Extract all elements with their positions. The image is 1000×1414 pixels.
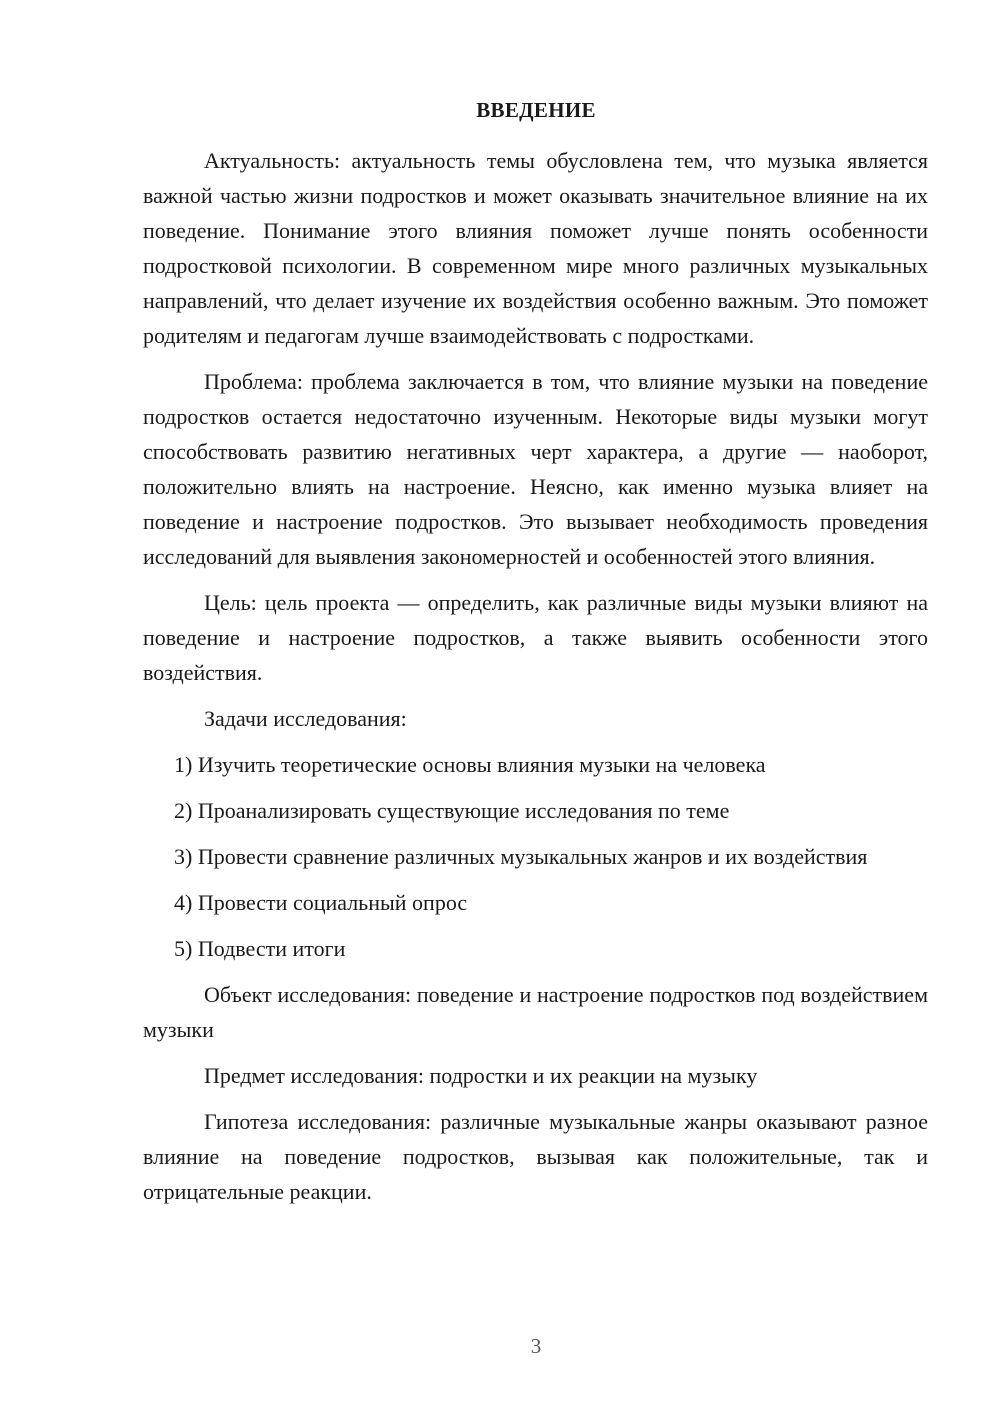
page-number: 3 (530, 1334, 542, 1358)
document-body (143, 143, 928, 1220)
paragraph-hypothesis: Гипотеза исследования: различные музыкальные жанры оказывают разное влияние на поведение подростков, вызывая как положительные, так и отрицательные реакции. (143, 1109, 928, 1204)
paragraph-goal: Цель: цель проекта — определить, как различные виды музыки влияют на поведение и настроение подростков, а также выявить особенности этого воздействия. (143, 590, 928, 685)
task-item-5: 5) Подвести итоги (174, 936, 346, 961)
paragraph-object: Объект исследования: поведение и настроение подростков под воздействием музыки (143, 982, 928, 1042)
paragraph-subject: Предмет исследования: подростки и их реакции на музыку (204, 1063, 758, 1088)
paragraph-relevance: Актуальность: актуальность темы обусловлена тем, что музыка является важной частью жизни подростков и может оказывать значительное влияние на их поведение. Понимание этого влияния поможет лучше понять особенности подростковой психологии. В современном мире много различных музыкальных направлений, что делает изучение их воздействия особенно важным. Это поможет родителям и педагогам лучше взаимодействовать с подростками. (143, 148, 928, 348)
task-item-2: 2) Проанализировать существующие исследования по теме (174, 798, 730, 823)
task-item-3: 3) Провести сравнение различных музыкальных жанров и их воздействия (174, 844, 868, 869)
page-title: ВВЕДЕНИЕ (476, 98, 596, 122)
task-item-1: 1) Изучить теоретические основы влияния музыки на человека (174, 752, 766, 777)
paragraph-problem: Проблема: проблема заключается в том, что влияние музыки на поведение подростков остается недостаточно изученным. Некоторые виды музыки могут способствовать развитию негативных черт характера, а другие — наоборот, положительно влиять на настроение. Неясно, как именно музыка влияет на поведение и настроение подростков. Это вызывает необходимость проведения исследований для выявления закономерностей и особенностей этого влияния. (143, 369, 928, 569)
tasks-heading: Задачи исследования: (204, 706, 407, 731)
task-item-4: 4) Провести социальный опрос (174, 890, 468, 915)
